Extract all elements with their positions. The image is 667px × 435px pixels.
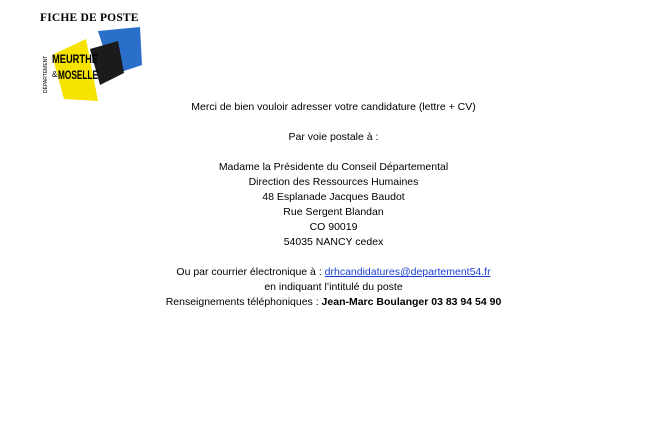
- logo-line1: MEURTHE: [52, 52, 98, 66]
- address-line: Direction des Ressources Humaines: [248, 176, 419, 188]
- email-label: Ou par courrier électronique à :: [176, 266, 325, 278]
- intro-text: Merci de bien vouloir adresser votre candidature (lettre + CV): [191, 101, 476, 113]
- address-line: 54035 NANCY cedex: [283, 236, 384, 248]
- address-line: CO 90019: [309, 221, 358, 233]
- phone-line: [0, 295, 667, 310]
- logo-vertical-text: DÉPARTEMENT: [43, 55, 49, 93]
- email-line: [0, 265, 667, 280]
- address-line: Rue Sergent Blandan: [283, 206, 384, 218]
- application-instructions: [0, 100, 667, 310]
- phone-label: Renseignements téléphoniques :: [165, 296, 322, 308]
- address-line: Madame la Présidente du Conseil Départemental: [218, 161, 449, 173]
- logo-line2: MOSELLE: [58, 68, 98, 82]
- email-link[interactable]: drhcandidatures@departement54.fr: [324, 266, 491, 278]
- phone-contact: Jean-Marc Boulanger 03 83 94 54 90: [321, 296, 502, 308]
- postal-label: Par voie postale à :: [288, 131, 379, 143]
- logo-amp: &: [52, 70, 58, 79]
- page-title: FICHE DE POSTE: [40, 12, 139, 24]
- departement-logo: [40, 27, 144, 101]
- address-line: 48 Esplanade Jacques Baudot: [262, 191, 405, 203]
- email-note: en indiquant l’intitulé du poste: [264, 281, 403, 293]
